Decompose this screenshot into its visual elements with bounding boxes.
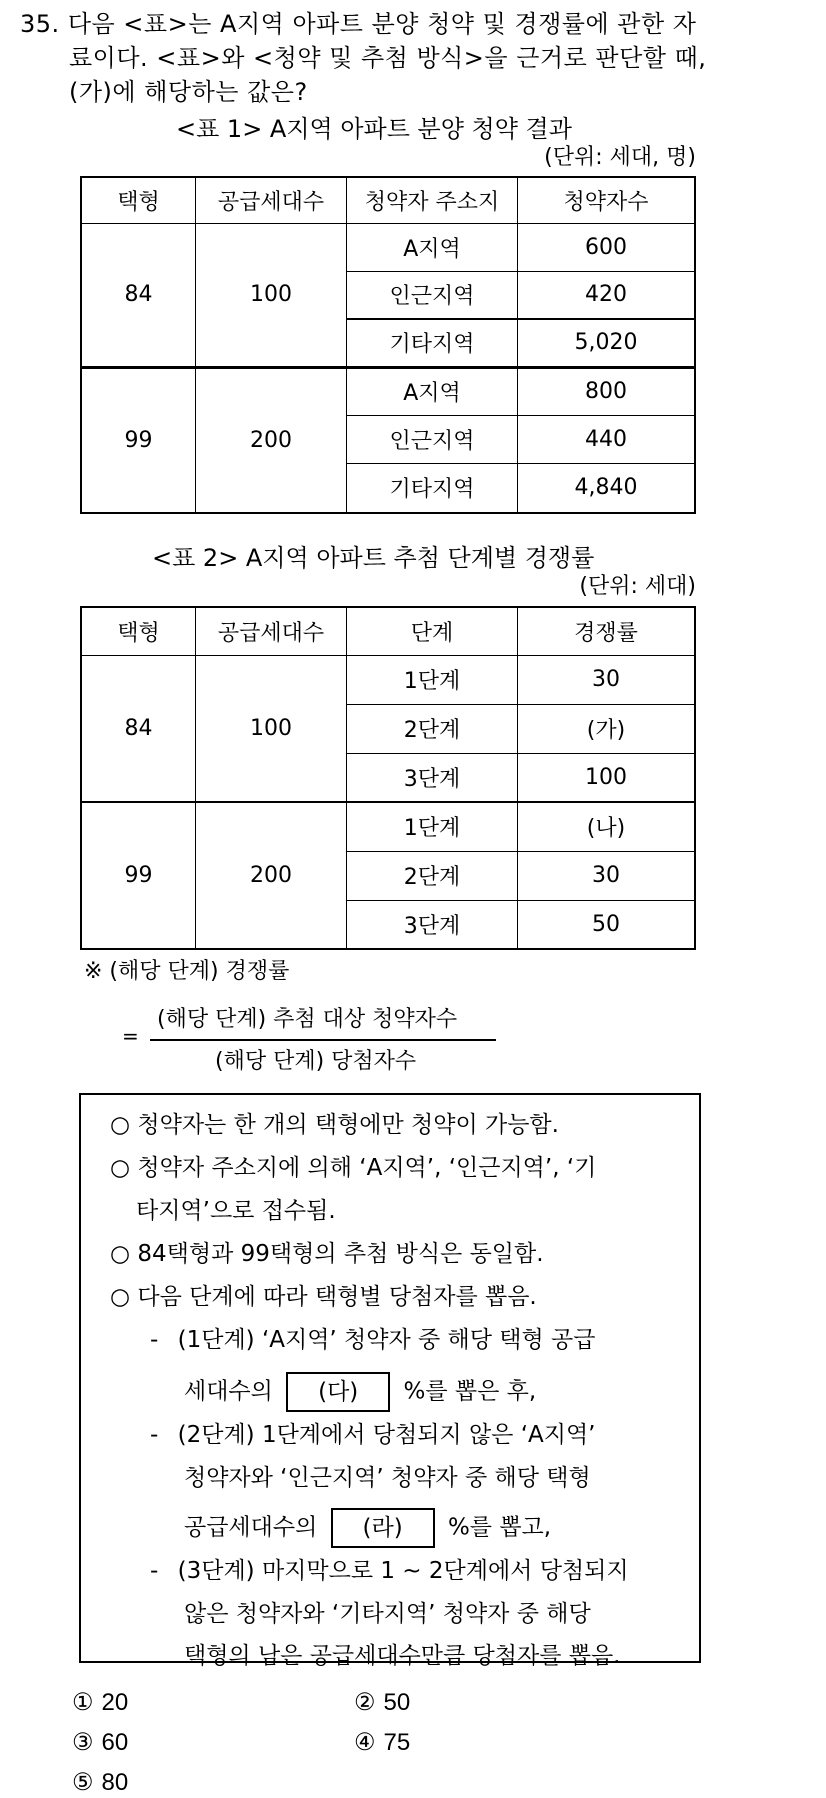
choice-number: ② [354,1689,376,1716]
count-cell: 440 [518,415,696,463]
rule-item-1 [110,1110,559,1140]
choice-2[interactable] [354,1688,410,1718]
stage-cell: 1단계 [347,655,518,704]
rate-cell-target: (가) [518,704,696,753]
question-line-1 [20,8,696,40]
supply-cell: 100 [196,655,347,802]
table-row [81,655,695,704]
choice-value: 60 [101,1729,129,1756]
step3-line2: 않은 청약자와 ‘기타지역’ 청약자 중 해당 [184,1601,591,1627]
step-text: 세대수의 [184,1378,273,1405]
dash-bullet-icon: - [150,1327,159,1353]
supply-cell: 200 [196,367,347,513]
type-cell: 84 [81,655,196,802]
circle-bullet-icon: ○ [110,1241,131,1267]
supply-cell: 100 [196,223,347,367]
choice-1[interactable] [72,1688,128,1718]
step1-line2 [184,1372,536,1412]
table1-caption: <표 1> A지역 아파트 분양 청약 결과 [176,115,572,143]
region-cell: A지역 [347,223,518,271]
table2-header: 공급세대수 [196,607,347,655]
table2-header: 경쟁률 [518,607,696,655]
table-row [81,367,695,415]
count-cell: 800 [518,367,696,415]
table-row [81,223,695,271]
step2-line3 [184,1508,551,1548]
stage-cell: 1단계 [347,802,518,851]
table2-caption: <표 2> A지역 아파트 추첨 단계별 경쟁률 [152,544,595,572]
choice-5[interactable] [72,1768,128,1798]
rule-text: 청약자 주소지에 의해 ‘A지역’, ‘인근지역’, ‘기 [137,1155,597,1181]
step2-line2: 청약자와 ‘인근지역’ 청약자 중 해당 택형 [184,1465,591,1491]
choice-value: 80 [101,1769,129,1796]
choice-value: 75 [383,1729,411,1756]
formula-numerator: (해당 단계) 추첨 대상 청약자수 [157,1007,458,1032]
choice-number: ③ [72,1729,94,1756]
step3-line1 [150,1556,629,1586]
step-text: 공급세대수의 [184,1514,318,1541]
supply-cell: 200 [196,802,347,949]
region-cell: 기타지역 [347,463,518,513]
type-cell: 84 [81,223,196,367]
type-cell: 99 [81,367,196,513]
rule-item-2 [110,1153,596,1183]
rule-item-3 [110,1239,544,1269]
question-line-3: (가)에 해당하는 값은? [69,78,308,106]
rule-text: 84택형과 99택형의 추첨 방식은 동일함. [137,1241,544,1267]
table2 [80,606,696,950]
step-text: %를 뽑고, [447,1514,552,1541]
circle-bullet-icon: ○ [110,1284,131,1310]
circle-bullet-icon: ○ [110,1112,131,1138]
equals-sign: = [122,1024,139,1048]
rule-text: 다음 단계에 따라 택형별 당첨자를 뽑음. [137,1284,537,1310]
table1-unit: (단위: 세대, 명) [544,145,696,170]
step1-line1 [150,1325,595,1355]
choice-number: ⑤ [72,1769,94,1796]
step-text: %를 뽑은 후, [403,1378,537,1405]
rate-cell: 30 [518,851,696,900]
step-text: (3단계) 마지막으로 1 ~ 2단계에서 당첨되지 [177,1558,629,1584]
formula-denominator: (해당 단계) 당첨자수 [215,1049,417,1074]
region-cell: A지역 [347,367,518,415]
question-text-1: 다음 <표>는 A지역 아파트 분양 청약 및 경쟁률에 관한 자 [67,10,697,38]
count-cell: 420 [518,271,696,319]
table1-header: 공급세대수 [196,177,347,223]
step-text: (2단계) 1단계에서 당첨되지 않은 ‘A지역’ [177,1422,596,1448]
table1 [80,176,696,514]
table2-header: 택형 [81,607,196,655]
stage-cell: 2단계 [347,851,518,900]
rule-text: 청약자는 한 개의 택형에만 청약이 가능함. [137,1112,559,1138]
table1-header-row [81,177,695,223]
question-line-2: 료이다. <표>와 <청약 및 추첨 방식>을 근거로 판단할 때, [69,44,707,72]
region-cell: 인근지역 [347,271,518,319]
question-number: 35. [20,10,60,38]
choice-number: ① [72,1689,94,1716]
circle-bullet-icon: ○ [110,1155,131,1181]
table2-unit: (단위: 세대) [579,574,696,599]
rate-cell: 50 [518,900,696,949]
count-cell: 4,840 [518,463,696,513]
count-cell: 5,020 [518,319,696,367]
step2-line1 [150,1420,596,1450]
step-text: (1단계) ‘A지역’ 청약자 중 해당 택형 공급 [177,1327,596,1353]
rate-cell: (나) [518,802,696,851]
dash-bullet-icon: - [150,1422,159,1448]
table1-header: 청약자 주소지 [347,177,518,223]
table-row [81,802,695,851]
table2-header: 단계 [347,607,518,655]
stage-cell: 2단계 [347,704,518,753]
blank-box-da: (다) [286,1372,390,1412]
rule-item-2-cont: 타지역’으로 접수됨. [136,1198,336,1224]
choice-number: ④ [354,1729,376,1756]
choice-value: 20 [101,1689,129,1716]
choice-4[interactable] [354,1728,410,1758]
region-cell: 기타지역 [347,319,518,367]
stage-cell: 3단계 [347,753,518,802]
table2-header-row [81,607,695,655]
choice-3[interactable] [72,1728,128,1758]
choice-value: 50 [383,1689,411,1716]
table1-header: 택형 [81,177,196,223]
rate-cell: 100 [518,753,696,802]
fraction-line [150,1039,496,1041]
dash-bullet-icon: - [150,1558,159,1584]
rule-item-4 [110,1282,537,1312]
blank-box-ra: (라) [331,1508,435,1548]
note-title: ※ (해당 단계) 경쟁률 [84,959,290,984]
count-cell: 600 [518,223,696,271]
stage-cell: 3단계 [347,900,518,949]
rate-cell: 30 [518,655,696,704]
table1-header: 청약자수 [518,177,696,223]
type-cell: 99 [81,802,196,949]
region-cell: 인근지역 [347,415,518,463]
step3-line3: 택형의 남은 공급세대수만큼 당첨자를 뽑음. [184,1643,621,1669]
